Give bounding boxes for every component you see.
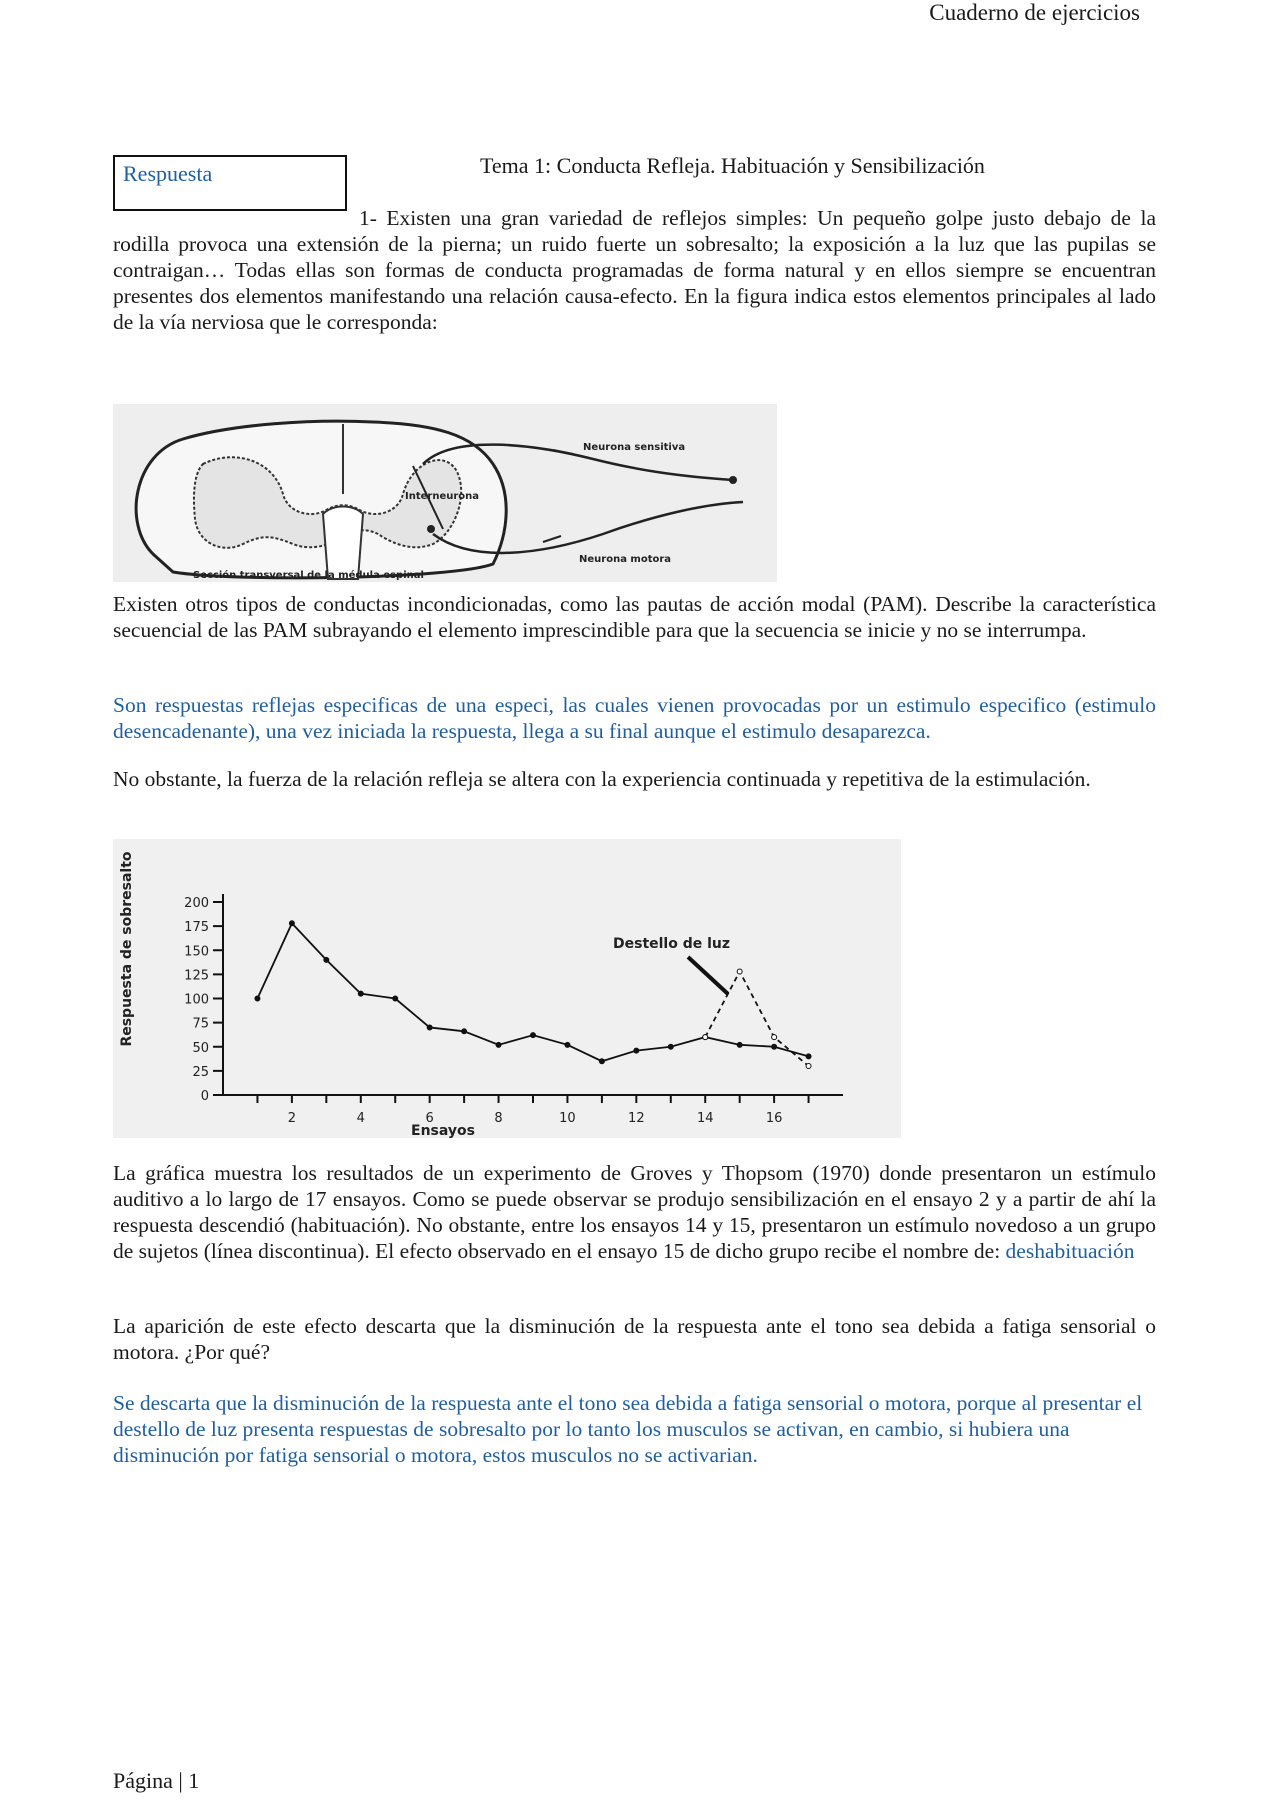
data-point bbox=[393, 996, 398, 1001]
habituation-intro: No obstante, la fuerza de la relación refleja se altera con la experiencia continuada y repetitiva de la estimulación. bbox=[113, 767, 1091, 791]
central-canal bbox=[323, 507, 363, 580]
data-point bbox=[358, 991, 363, 996]
data-point bbox=[565, 1042, 570, 1047]
label-sensory-neuron: Neurona sensitiva bbox=[583, 442, 686, 453]
y-tick-label: 100 bbox=[184, 992, 209, 1008]
data-point bbox=[462, 1029, 467, 1034]
pam-answer: Son respuestas reflejas especificas de una especi, las cuales vienen provocadas por un estimulo especifico (estimulo desencadenante), una vez iniciada la respuesta, llega a su final aunque el estimulo desaparezca. bbox=[113, 693, 1156, 743]
graph-answer: deshabituación bbox=[1005, 1239, 1135, 1263]
y-tick-label: 175 bbox=[184, 920, 209, 936]
answer-box-label: Respuesta bbox=[123, 161, 213, 186]
data-point bbox=[806, 1064, 811, 1069]
fatigue-answer: Se descarta que la disminución de la respuesta ante el tono sea debida a fatiga sensorial o motora, porque al presentar el destello de luz presenta respuestas de sobresalto por lo tanto los musculos se activan, en cambio, si hubiera una disminución por fatiga sensorial o motora, estos musculos no se activarian. bbox=[113, 1391, 1143, 1467]
graph-text-body: La gráfica muestra los resultados de un experimento de Groves y Thopsom (1970) donde presentaron un estímulo auditivo a lo largo de 17 ensayos. Como se puede observar se produjo sensibilización en el ensayo 2 y a partir de ahí la respuesta descendió (habituación). No obstante, entre los ensayos 14 y 15, presentaron un estímulo novedoso a un grupo de sujetos (línea discontinua). El efecto observado en el ensayo 15 de dicho grupo recibe el nombre de: bbox=[113, 1161, 1156, 1263]
data-point bbox=[772, 1044, 777, 1049]
data-point bbox=[772, 1035, 777, 1040]
topic-title: Tema 1: Conducta Refleja. Habituación y Sensibilización bbox=[480, 153, 985, 178]
spinal-cord-figure bbox=[113, 404, 777, 582]
data-point bbox=[634, 1048, 639, 1053]
answer-box[interactable] bbox=[113, 155, 347, 211]
chart-annotation: Destello de luz bbox=[613, 936, 731, 952]
x-tick-label: 10 bbox=[559, 1111, 576, 1126]
pam-question: Existen otros tipos de conductas incondicionadas, como las pautas de acción modal (PAM). Describe la característica secuencial de las PAM subrayando el elemento imprescindible para que la secuencia se inicie y no se interrumpa. bbox=[113, 592, 1156, 642]
data-point bbox=[737, 969, 742, 974]
data-point bbox=[427, 1025, 432, 1030]
figure-caption: Sección transversal de la médula espinal bbox=[193, 570, 424, 581]
y-tick-label: 75 bbox=[192, 1016, 209, 1032]
graph-text bbox=[113, 1160, 1156, 1264]
chart-xlabel: Ensayos bbox=[411, 1123, 475, 1138]
x-tick-label: 16 bbox=[765, 1111, 783, 1126]
data-point bbox=[255, 996, 260, 1001]
label-interneuron: Interneurona bbox=[405, 491, 480, 502]
y-tick-label: 0 bbox=[200, 1089, 209, 1104]
x-tick-label: 14 bbox=[696, 1111, 714, 1126]
y-tick-label: 25 bbox=[192, 1064, 209, 1080]
data-point bbox=[324, 957, 329, 962]
label-motor-neuron: Neurona motora bbox=[579, 554, 672, 565]
x-tick-label: 4 bbox=[356, 1111, 365, 1126]
startle-chart bbox=[113, 839, 901, 1138]
fatigue-question: La aparición de este efecto descarta que la disminución de la respuesta ante el tono sea debida a fatiga sensorial o motora. ¿Por qué? bbox=[113, 1314, 1156, 1364]
data-point bbox=[531, 1033, 536, 1038]
x-tick-label: 6 bbox=[425, 1111, 434, 1126]
y-tick-label: 150 bbox=[184, 944, 209, 960]
x-tick-label: 2 bbox=[287, 1111, 297, 1126]
y-tick-label: 200 bbox=[184, 896, 209, 911]
data-point bbox=[737, 1042, 742, 1047]
page-header: Cuaderno de ejercicios bbox=[929, 0, 1140, 25]
x-tick-label: 12 bbox=[628, 1111, 645, 1126]
data-point bbox=[668, 1044, 673, 1049]
chart-ylabel: Respuesta de sobresalto bbox=[119, 851, 135, 1047]
y-tick-label: 50 bbox=[192, 1040, 209, 1056]
annotation-arrow bbox=[688, 957, 728, 994]
question-1: 1- Existen una gran variedad de reflejos simples: Un pequeño golpe justo debajo de la rodilla provoca una extensión de la pierna; un ruido fuerte un sobresalto; la exposición a la luz que las pupilas se contraigan… Todas ellas son formas de conducta programadas de forma natural y en ellos siempre se encuentran presentes dos elementos manifestando una relación causa-efecto. En la figura indica estos elementos principales al lado de la vía nerviosa que le corresponda: bbox=[113, 206, 1156, 334]
data-point bbox=[599, 1059, 604, 1064]
data-point bbox=[806, 1054, 811, 1059]
page-footer: Página | 1 bbox=[113, 1768, 200, 1793]
y-tick-label: 125 bbox=[184, 968, 209, 984]
x-tick-label: 8 bbox=[494, 1111, 503, 1126]
data-point bbox=[289, 921, 294, 926]
data-point bbox=[703, 1035, 708, 1040]
data-point bbox=[496, 1042, 501, 1047]
